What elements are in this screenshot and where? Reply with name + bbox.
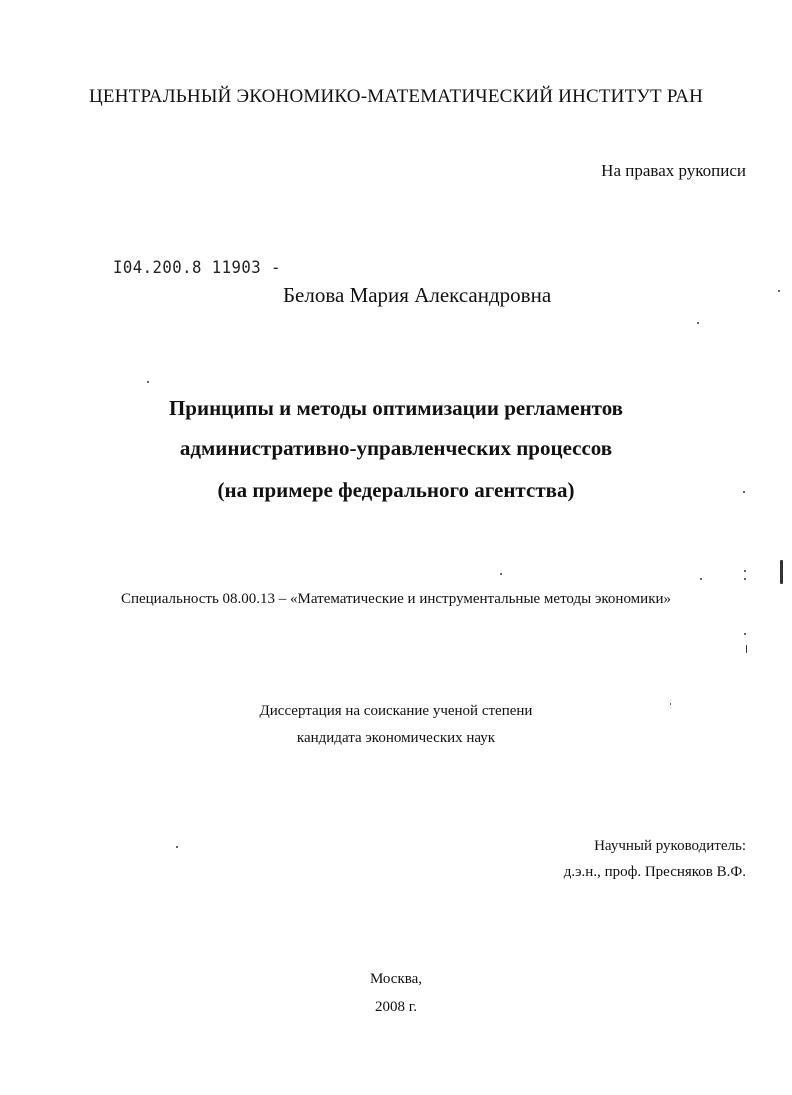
scan-speck [744, 570, 746, 572]
scan-speck [746, 645, 747, 653]
degree-line-1: Диссертация на соискание ученой степени [259, 703, 533, 719]
author-name: Белова Мария Александровна [283, 283, 552, 307]
scan-speck [670, 703, 671, 705]
scan-speck [744, 578, 746, 580]
scan-speck [697, 322, 699, 324]
city: Москва, [369, 971, 423, 987]
manuscript-rights-note: На правах рукописи [601, 161, 746, 180]
scan-speck [500, 573, 502, 575]
supervisor-label: Научный руководитель: [594, 838, 746, 854]
dissertation-title-line-1: Принципы и методы оптимизации регламентов [168, 396, 624, 420]
dissertation-title-line-2: административно-управленческих процессов [179, 436, 613, 460]
degree-line-2: кандидата экономических наук [296, 730, 496, 746]
scan-speck [176, 846, 178, 848]
specialty-line: Специальность 08.00.13 – «Математические и инструментальные методы экономики» [120, 591, 672, 607]
scan-speck [778, 290, 780, 292]
scan-speck [780, 560, 783, 584]
scan-speck [743, 491, 745, 493]
supervisor-name: д.э.н., проф. Пресняков В.Ф. [563, 864, 746, 880]
library-stamp-number: I04.200.8 11903 - [113, 258, 281, 278]
scan-speck [147, 381, 149, 383]
year: 2008 г. [375, 999, 417, 1015]
scan-speck [700, 578, 702, 580]
dissertation-title-line-3: (на примере федерального агентства) [217, 478, 575, 502]
scan-speck [744, 633, 746, 635]
institute-name: ЦЕНТРАЛЬНЫЙ ЭКОНОМИКО-МАТЕМАТИЧЕСКИЙ ИНСТИТУТ РАН [89, 86, 703, 107]
